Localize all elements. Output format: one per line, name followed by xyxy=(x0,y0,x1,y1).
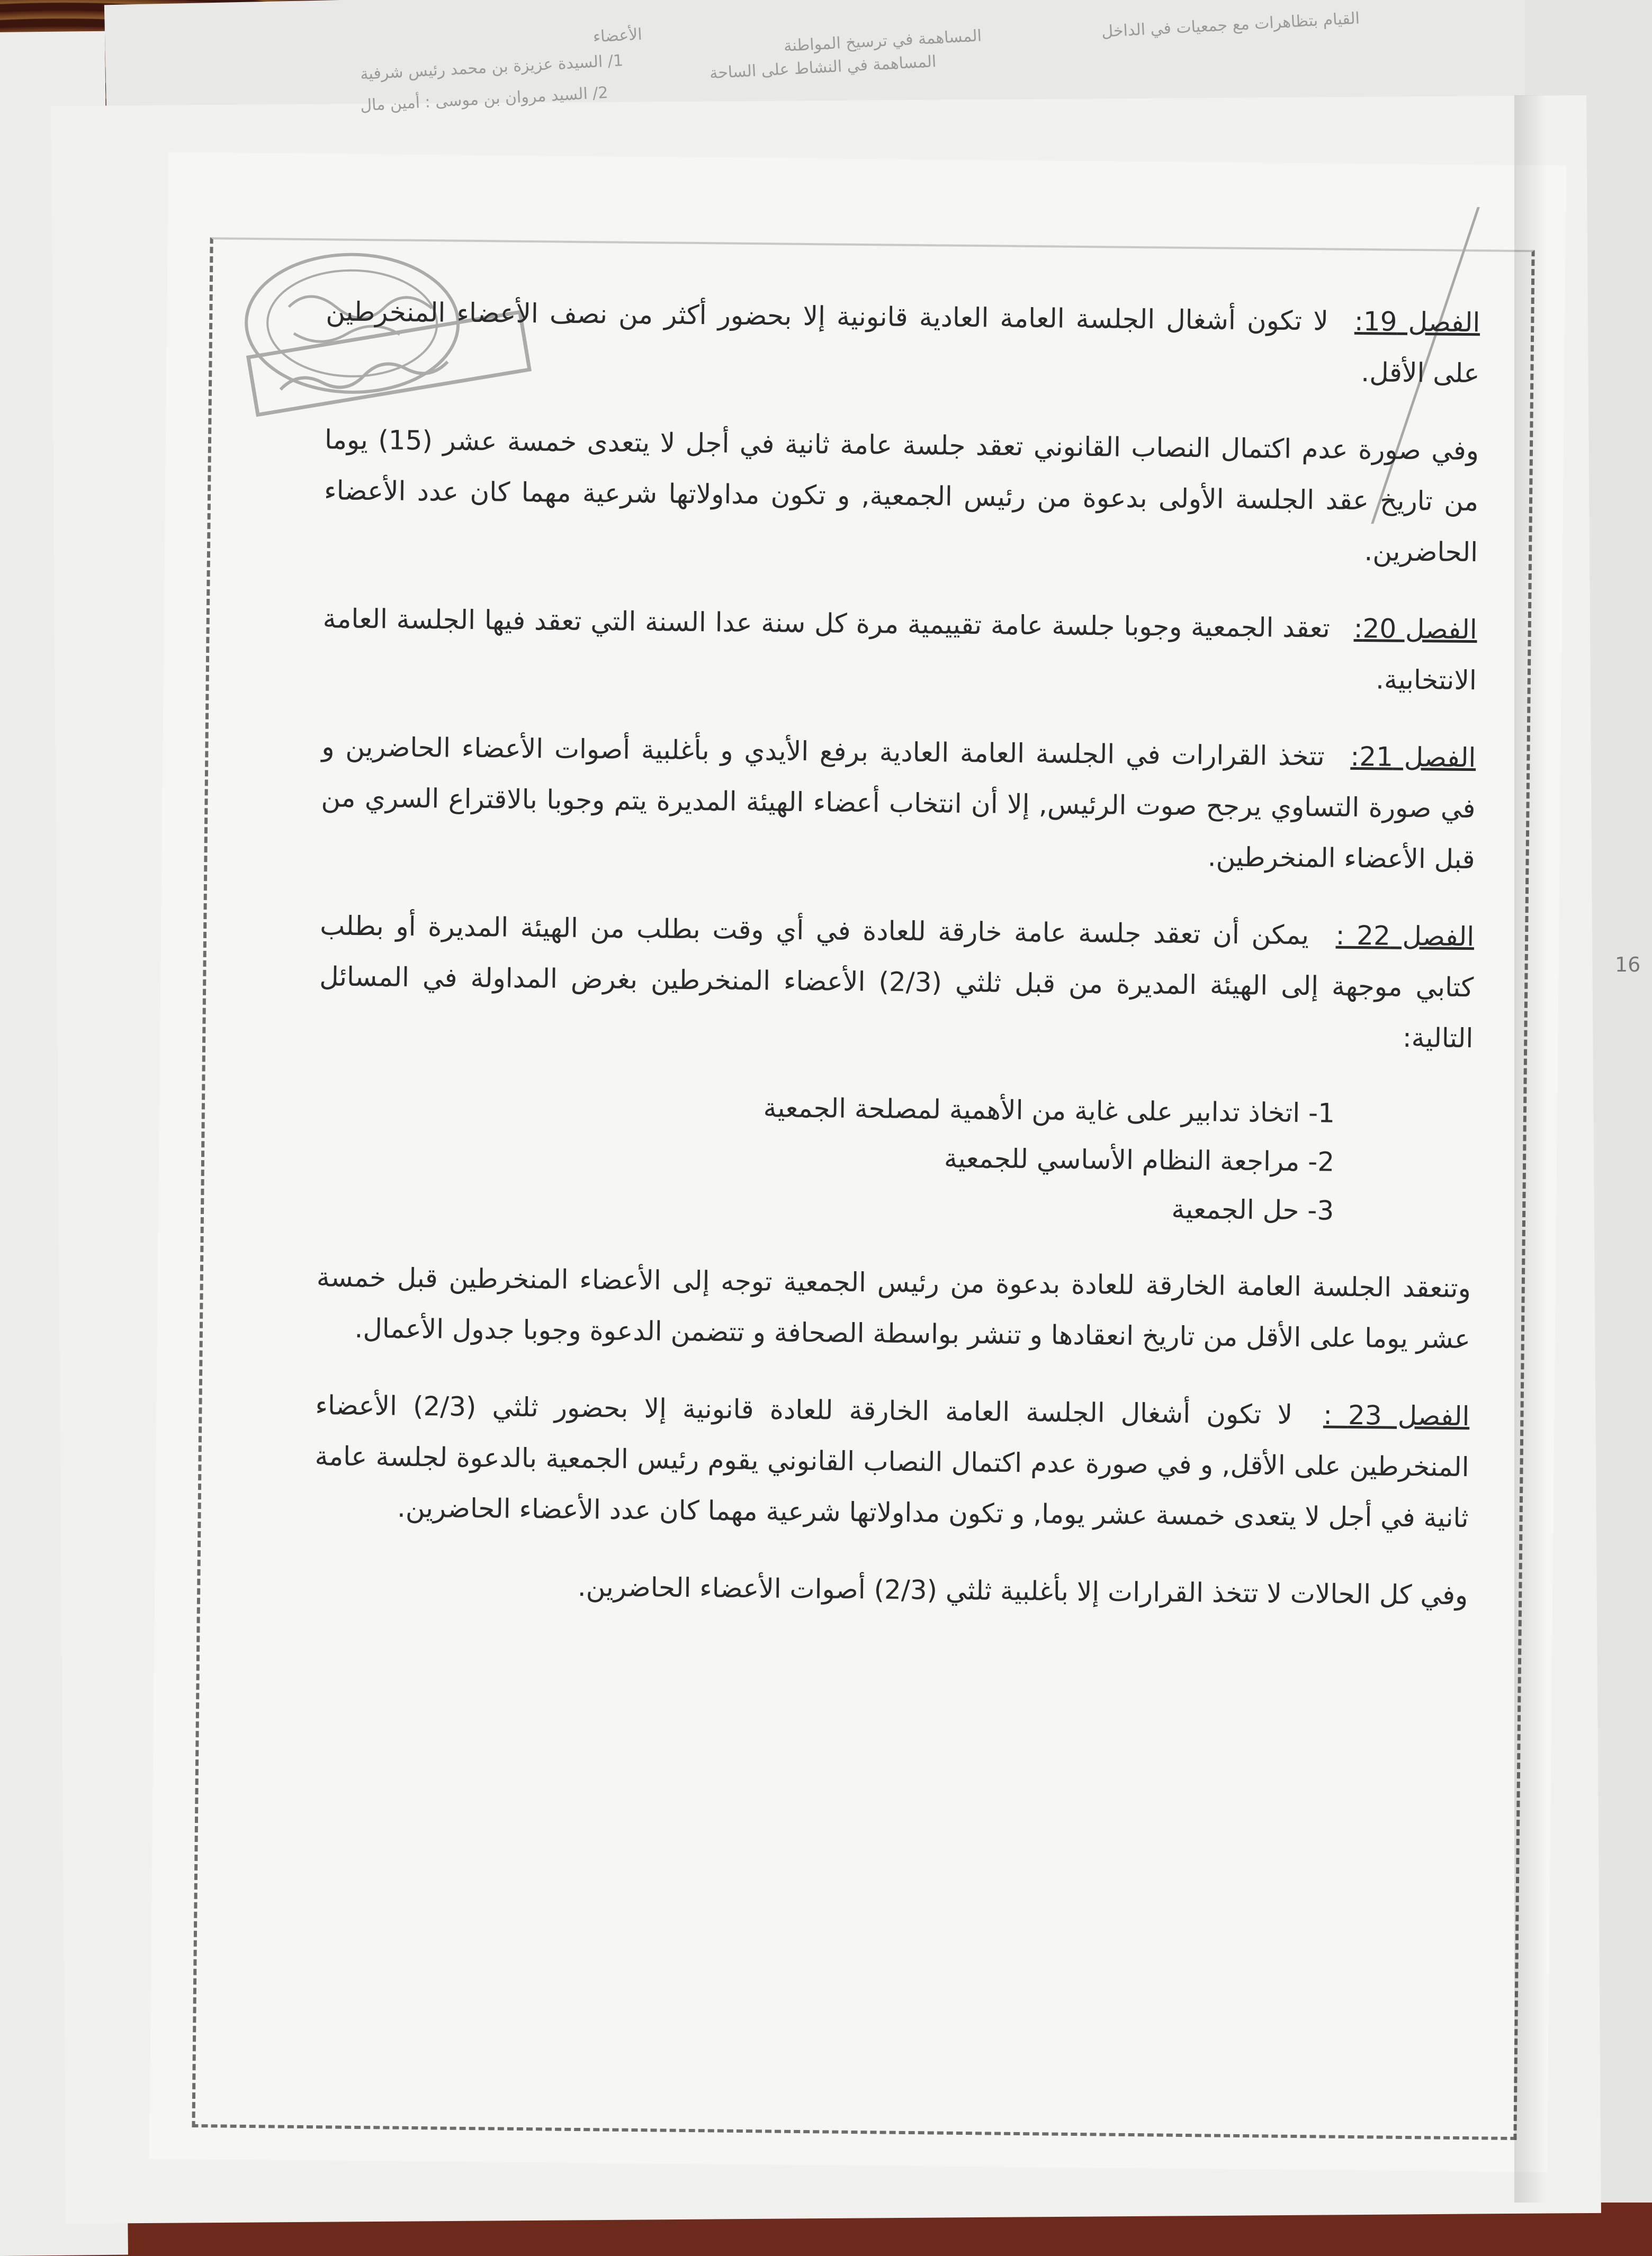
faded-line: القيام بتظاهرات مع جمعيات في الداخل xyxy=(1101,9,1360,41)
article-22 xyxy=(319,900,1475,1064)
faded-line: المساهمة في ترسيخ المواطنة xyxy=(783,26,982,56)
article-label: الفصل 20: xyxy=(1353,613,1477,645)
document-body xyxy=(313,286,1480,1647)
faded-line: 2/ السيد مروان بن موسى : أمين مال xyxy=(360,83,609,115)
article-22-list xyxy=(317,1079,1335,1235)
article-label: الفصل 19: xyxy=(1354,305,1480,338)
page-shadow xyxy=(1514,95,1546,2203)
list-item: 3- حل الجمعية xyxy=(1171,1193,1334,1226)
article-19-paragraph: وفي صورة عدم اكتمال النصاب القانوني تعقد جلسة عامة ثانية في أجل لا يتعدى خمسة عشر (15) يوما من تاريخ عقد الجلسة الأولى بدعوة من رئيس الجمعية, و تكون مداولاتها شرعية مهما كان عدد الأعضاء الحاضرين. xyxy=(324,424,1479,568)
article-text: لا تكون أشغال الجلسة العامة الخارقة للعادة قانونية إلا بحضور ثلثي (2/3) الأعضاء المنخرطين على الأقل, و في صورة عدم اكتمال النصاب القانوني يقوم رئيس الجمعية بالدعوة لجلسة عامة ثانية في أجل لا يتعدى خمسة عشر يوما, و تكون مداولاتها شرعية مهما كان عدد الأعضاء الحاضرين. xyxy=(315,1390,1469,1534)
list-item: 2- مراجعة النظام الأساسي للجمعية xyxy=(944,1143,1335,1178)
faded-line: الأعضاء xyxy=(592,25,643,47)
article-text: تتخذ القرارات في الجلسة العامة العادية برفع الأيدي و بأغلبية أصوات الأعضاء الحاضرين و في صورة التساوي يرجح صوت الرئيس, إلا أن انتخاب أعضاء الهيئة المديرة يتم وجوبا بالاقتراع السري من قبل الأعضاء المنخرطين. xyxy=(321,731,1476,875)
side-number: 16 xyxy=(1615,953,1641,976)
faded-line: 1/ السيدة عزيزة بن محمد رئيس شرفية xyxy=(360,51,624,84)
article-23 xyxy=(314,1380,1470,1543)
faded-line: المساهمة في النشاط على الساحة xyxy=(709,52,937,83)
article-21 xyxy=(320,721,1476,885)
article-20 xyxy=(322,593,1477,706)
article-text: يمكن أن تعقد جلسة عامة خارقة للعادة في أي وقت بطلب من الهيئة المديرة أو بطلب كتابي موجهة إلى الهيئة المديرة من قبل ثلثي (2/3) الأعضاء المنخرطين بغرض المداولة في المسائل التالية: xyxy=(319,910,1474,1054)
list-item: 1- اتخاذ تدابير على غاية من الأهمية لمصلحة الجمعية xyxy=(763,1092,1335,1129)
article-text: لا تكون أشغال الجلسة العامة العادية قانونية إلا بحضور أكثر من نصف الأعضاء المنخرطين على الأقل. xyxy=(326,296,1480,389)
article-label: الفصل 21: xyxy=(1350,741,1476,774)
article-text: تعقد الجمعية وجوبا جلسة عامة تقييمية مرة كل سنة عدا السنة التي تعقد فيها الجلسة العامة الانتخابية. xyxy=(322,603,1477,696)
article-label: الفصل 22 : xyxy=(1335,920,1475,952)
article-23-paragraph: وفي كل الحالات لا تتخذ القرارات إلا بأغلبية ثلثي (2/3) أصوات الأعضاء الحاضرين. xyxy=(577,1571,1468,1611)
article-label: الفصل 23 : xyxy=(1323,1399,1470,1432)
article-19 xyxy=(325,286,1480,399)
document-page xyxy=(149,152,1566,2172)
article-22-paragraph: وتنعقد الجلسة العامة الخارقة للعادة بدعوة من رئيس الجمعية توجه إلى الأعضاء المنخرطين قبل خمسة عشر يوما على الأقل من تاريخ انعقادها و تنشر بواسطة الصحافة و تتضمن الدعوة وجوبا جدول الأعمال. xyxy=(316,1262,1471,1355)
